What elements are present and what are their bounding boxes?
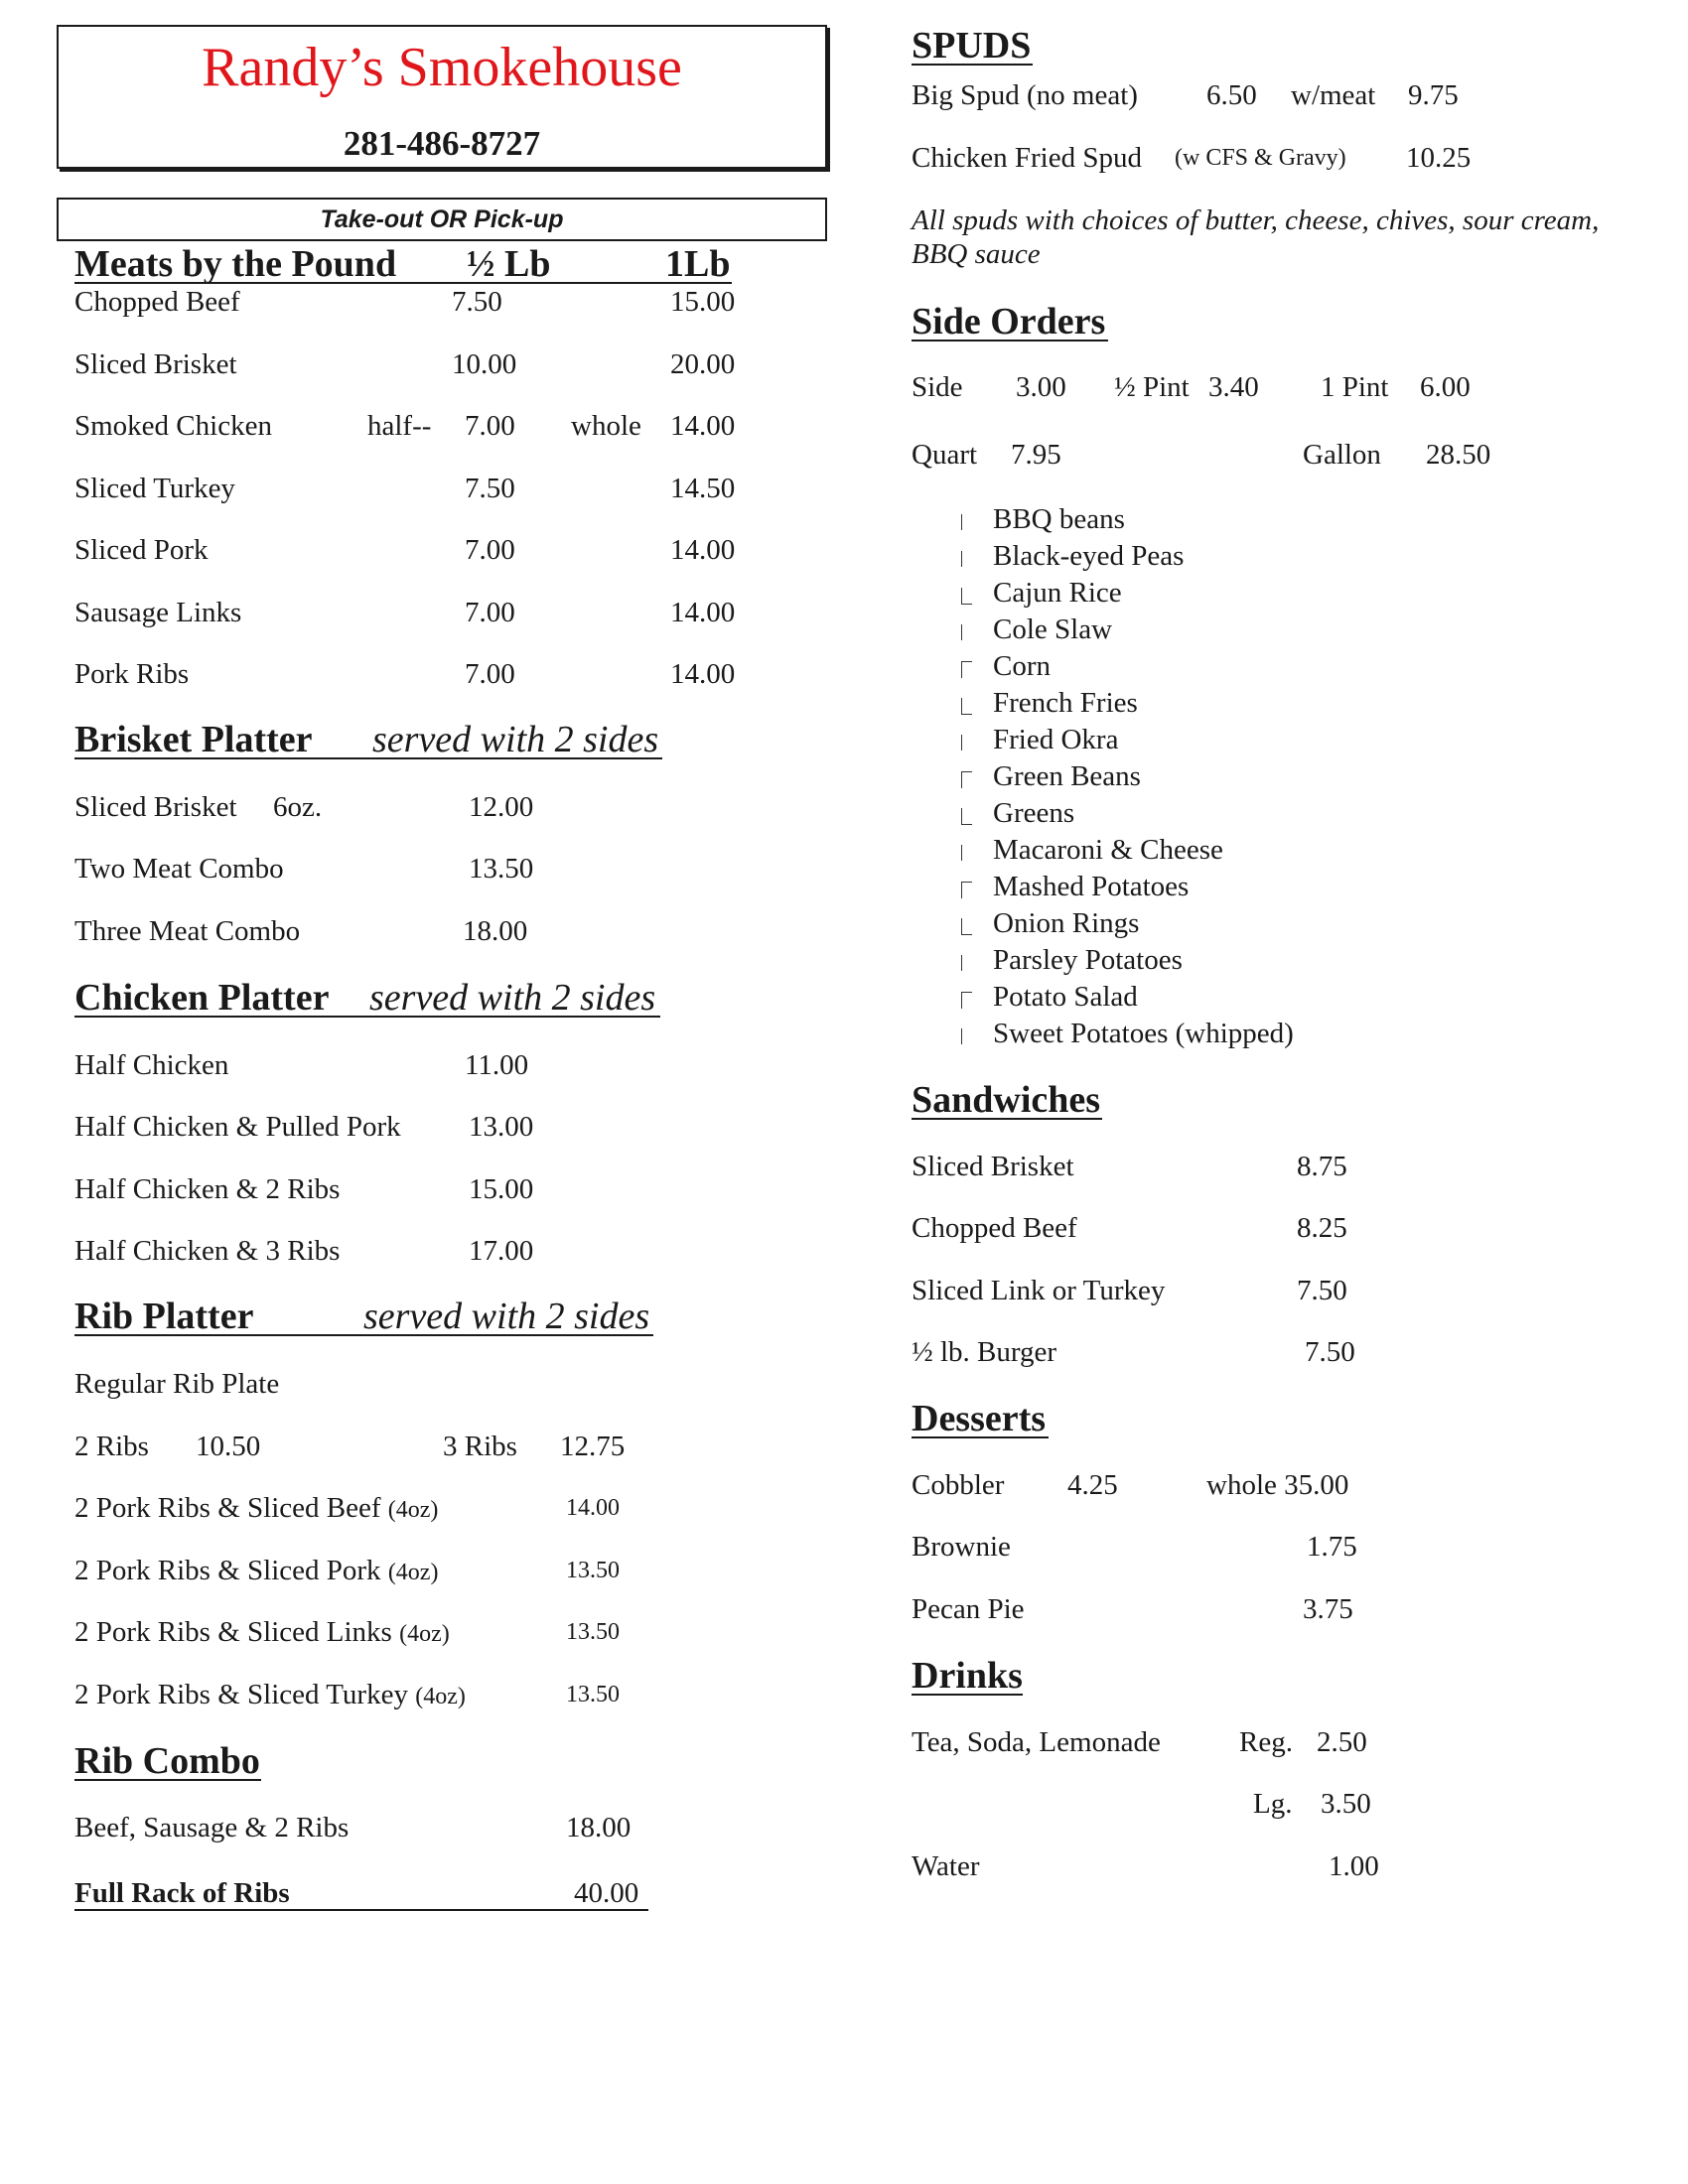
rib-combo-underline (74, 1779, 261, 1781)
sandwich-price: 8.25 (1297, 1212, 1347, 1244)
side-item: Cajun Rice (993, 577, 1122, 609)
big-spud-price: 6.50 (1206, 79, 1257, 111)
brisket-platter-title: Brisket Platter (74, 719, 313, 760)
sandwich-name: ½ lb. Burger (912, 1336, 1057, 1368)
meat-half-price: 7.50 (452, 286, 502, 318)
meat-whole-label: whole (571, 410, 641, 442)
checkbox-icon (961, 845, 972, 861)
checkbox-icon (961, 624, 972, 640)
meat-whole-price: 14.00 (670, 658, 736, 690)
meat-name: Sliced Turkey (74, 473, 235, 504)
side-item: Cole Slaw (993, 614, 1113, 645)
sandwich-name: Sliced Link or Turkey (912, 1275, 1166, 1306)
meat-half-price: 7.00 (465, 658, 515, 690)
sandwich-price: 7.50 (1305, 1336, 1355, 1368)
rib-underline (74, 1334, 653, 1336)
rib-three-price: 12.75 (560, 1431, 626, 1462)
rib-combo-row (74, 1554, 438, 1589)
pecan-price: 3.75 (1303, 1593, 1353, 1625)
rib-combo-qty: (4oz) (387, 1560, 439, 1585)
checkbox-icon (961, 918, 972, 935)
sandwiches-underline (912, 1118, 1102, 1120)
with-meat-label: w/meat (1291, 79, 1376, 111)
rib-combo-item: Beef, Sausage & 2 Ribs (74, 1812, 350, 1843)
rib-combo-qty: (4oz) (399, 1621, 450, 1647)
rib-combo-name: 2 Pork Ribs & Sliced Turkey (74, 1679, 408, 1710)
cf-spud-label: Chicken Fried Spud (912, 142, 1142, 174)
chicken-item-name: Half Chicken & Pulled Pork (74, 1111, 401, 1143)
cf-spud-note: (w CFS & Gravy) (1175, 145, 1346, 171)
brisket-item-name: Sliced Brisket (74, 791, 237, 823)
brisket-item-name: Three Meat Combo (74, 915, 301, 947)
spuds-note-line2: BBQ sauce (912, 238, 1041, 270)
side-item: Potato Salad (993, 981, 1138, 1013)
meat-whole-price: 20.00 (670, 348, 736, 380)
meat-whole-price: 15.00 (670, 286, 736, 318)
tea-label: Tea, Soda, Lemonade (912, 1726, 1161, 1758)
side-item: Parsley Potatoes (993, 944, 1183, 976)
meat-name: Sliced Pork (74, 534, 209, 566)
drinks-title: Drinks (912, 1655, 1023, 1697)
sandwich-name: Chopped Beef (912, 1212, 1077, 1244)
full-rack-label: Full Rack of Ribs (74, 1877, 290, 1909)
side-item: Greens (993, 797, 1075, 829)
meat-half-label: half-- (367, 410, 432, 442)
meats-col-half: ½ Lb (467, 243, 551, 285)
chicken-item-price: 11.00 (465, 1049, 529, 1081)
reg-label: Reg. (1239, 1726, 1293, 1758)
side-item: Green Beans (993, 760, 1141, 792)
water-price: 1.00 (1329, 1850, 1379, 1882)
meats-section-title: Meats by the Pound (74, 243, 397, 285)
sides-underline (912, 340, 1108, 341)
rib-platter-title: Rib Platter (74, 1296, 254, 1337)
rib-combo-name: 2 Pork Ribs & Sliced Pork (74, 1555, 381, 1586)
full-rack-price: 40.00 (574, 1877, 639, 1909)
meat-half-price: 7.00 (465, 410, 515, 442)
side-item: Onion Rings (993, 907, 1140, 939)
full-rack-underline (74, 1909, 648, 1911)
chicken-item-price: 13.00 (469, 1111, 534, 1143)
checkbox-icon (961, 771, 972, 788)
rib-platter-note: served with 2 sides (363, 1296, 650, 1337)
chicken-platter-note: served with 2 sides (369, 977, 656, 1019)
meat-whole-price: 14.00 (670, 597, 736, 628)
chicken-item-price: 15.00 (469, 1173, 534, 1205)
meat-name: Chopped Beef (74, 286, 240, 318)
big-spud-label: Big Spud (no meat) (912, 79, 1138, 111)
rib-two-price: 10.50 (196, 1431, 261, 1462)
header-box (57, 25, 827, 169)
meat-name: Sliced Brisket (74, 348, 237, 380)
meat-half-price: 10.00 (452, 348, 517, 380)
chicken-item-name: Half Chicken (74, 1049, 229, 1081)
rib-combo-price: 14.00 (566, 1495, 620, 1521)
checkbox-icon (961, 992, 972, 1009)
desserts-title: Desserts (912, 1398, 1047, 1439)
checkbox-icon (961, 735, 972, 751)
gallon-label: Gallon (1303, 439, 1381, 471)
with-meat-price: 9.75 (1408, 79, 1459, 111)
cobbler-whole: whole 35.00 (1206, 1469, 1349, 1501)
brisket-item-qty: 6oz. (273, 791, 323, 823)
side-label: Side (912, 371, 963, 403)
phone-number: 281-486-8727 (343, 124, 541, 163)
checkbox-icon (961, 588, 972, 605)
rib-combo-qty: (4oz) (387, 1497, 439, 1523)
sandwich-name: Sliced Brisket (912, 1151, 1074, 1182)
rib-combo-row (74, 1678, 466, 1713)
rib-combo-qty: (4oz) (415, 1684, 466, 1709)
meat-whole-price: 14.00 (670, 410, 736, 442)
rib-combo-price: 13.50 (566, 1558, 620, 1583)
sides-title: Side Orders (912, 301, 1106, 342)
brisket-item-price: 12.00 (469, 791, 534, 823)
desserts-underline (912, 1436, 1049, 1438)
gallon-price: 28.50 (1426, 439, 1491, 471)
rib-combo-price: 13.50 (566, 1619, 620, 1645)
rib-combo-item-price: 18.00 (566, 1812, 632, 1843)
brisket-underline (74, 757, 662, 759)
sandwich-price: 7.50 (1297, 1275, 1347, 1306)
meat-half-price: 7.00 (465, 534, 515, 566)
quart-label: Quart (912, 439, 978, 471)
brisket-platter-note: served with 2 sides (372, 719, 659, 760)
brownie-price: 1.75 (1307, 1531, 1357, 1563)
quart-price: 7.95 (1011, 439, 1061, 471)
chicken-underline (74, 1016, 660, 1018)
pint-price: 6.00 (1420, 371, 1471, 403)
lg-price: 3.50 (1321, 1788, 1371, 1820)
chicken-item-price: 17.00 (469, 1235, 534, 1267)
checkbox-icon (961, 514, 972, 530)
rib-combo-name: 2 Pork Ribs & Sliced Beef (74, 1492, 381, 1524)
chicken-item-name: Half Chicken & 3 Ribs (74, 1235, 341, 1267)
cobbler-label: Cobbler (912, 1469, 1005, 1501)
checkbox-icon (961, 955, 972, 971)
side-item: French Fries (993, 687, 1138, 719)
rib-regular-label: Regular Rib Plate (74, 1368, 280, 1400)
half-pint-price: 3.40 (1208, 371, 1259, 403)
meats-col-whole: 1Lb (665, 243, 731, 285)
reg-price: 2.50 (1317, 1726, 1367, 1758)
meat-whole-price: 14.00 (670, 534, 736, 566)
side-item: BBQ beans (993, 503, 1125, 535)
rib-two-label: 2 Ribs (74, 1431, 149, 1462)
spuds-note-line1: All spuds with choices of butter, cheese, chives, sour cream, (912, 205, 1600, 236)
pint-label: 1 Pint (1321, 371, 1389, 403)
cobbler-price: 4.25 (1067, 1469, 1118, 1501)
meat-half-price: 7.50 (465, 473, 515, 504)
meat-half-price: 7.00 (465, 597, 515, 628)
side-item: Black-eyed Peas (993, 540, 1185, 572)
spuds-title: SPUDS (912, 25, 1032, 67)
rib-three-label: 3 Ribs (443, 1431, 517, 1462)
meat-whole-price: 14.50 (670, 473, 736, 504)
water-label: Water (912, 1850, 980, 1882)
rib-combo-row (74, 1615, 450, 1651)
lg-label: Lg. (1253, 1788, 1293, 1820)
sandwich-price: 8.75 (1297, 1151, 1347, 1182)
drinks-underline (912, 1694, 1023, 1696)
chicken-platter-title: Chicken Platter (74, 977, 330, 1019)
side-item: Sweet Potatoes (whipped) (993, 1018, 1294, 1049)
sandwiches-title: Sandwiches (912, 1079, 1101, 1121)
half-pint-label: ½ Pint (1114, 371, 1190, 403)
checkbox-icon (961, 882, 972, 898)
brownie-label: Brownie (912, 1531, 1011, 1563)
rib-combo-title: Rib Combo (74, 1740, 260, 1782)
brisket-item-name: Two Meat Combo (74, 853, 284, 885)
meats-underline (74, 282, 732, 284)
rib-combo-price: 13.50 (566, 1682, 620, 1707)
side-item: Corn (993, 650, 1051, 682)
chicken-item-name: Half Chicken & 2 Ribs (74, 1173, 341, 1205)
checkbox-icon (961, 661, 972, 678)
brisket-item-price: 18.00 (463, 915, 528, 947)
cf-spud-price: 10.25 (1406, 142, 1472, 174)
side-item: Macaroni & Cheese (993, 834, 1223, 866)
takeout-banner: Take-out OR Pick-up (57, 198, 827, 241)
checkbox-icon (961, 808, 972, 825)
side-item: Fried Okra (993, 724, 1119, 755)
side-item: Mashed Potatoes (993, 871, 1190, 902)
side-price: 3.00 (1016, 371, 1066, 403)
meat-name: Smoked Chicken (74, 410, 272, 442)
restaurant-title: Randy’s Smokehouse (202, 37, 682, 98)
checkbox-icon (961, 1028, 972, 1044)
pecan-label: Pecan Pie (912, 1593, 1025, 1625)
meat-name: Sausage Links (74, 597, 242, 628)
rib-combo-name: 2 Pork Ribs & Sliced Links (74, 1616, 392, 1648)
checkbox-icon (961, 698, 972, 715)
checkbox-icon (961, 551, 972, 567)
brisket-item-price: 13.50 (469, 853, 534, 885)
spuds-underline (912, 64, 1033, 66)
rib-combo-row (74, 1491, 438, 1527)
meat-name: Pork Ribs (74, 658, 190, 690)
